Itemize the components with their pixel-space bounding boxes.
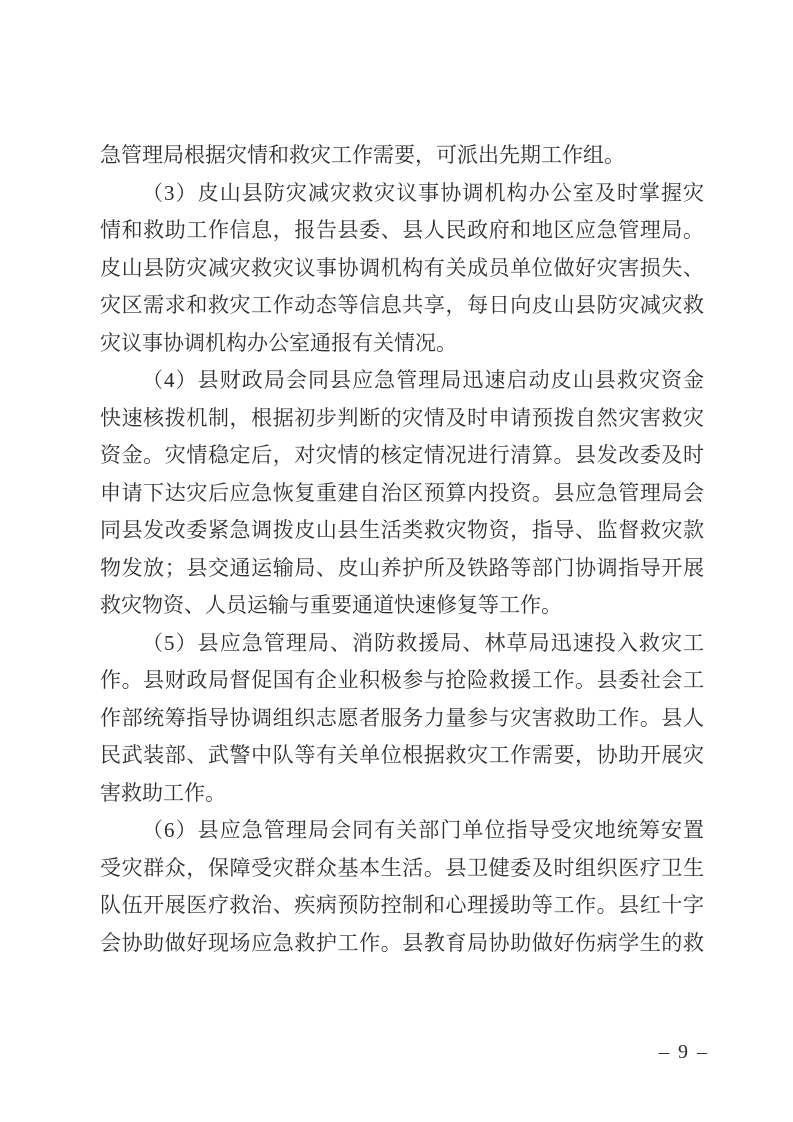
text-line: （4）县财政局会同县应急管理局迅速启动皮山县救灾资金 (142, 368, 704, 392)
text-line: 作。县财政局督促国有企业积极参与抢险救援工作。县委社会工 (100, 668, 704, 692)
text-line: 受灾群众，保障受灾群众基本生活。县卫健委及时组织医疗卫生 (100, 855, 704, 880)
text-line: 快速核拨机制，根据初步判断的灾情及时申请预拨自然灾害救灾 (100, 405, 704, 430)
text-line: 民武装部、武警中队等有关单位根据救灾工作需要，协助开展灾 (100, 743, 704, 767)
text-line: （6）县应急管理局会同有关部门单位指导受灾地统筹安置 (142, 818, 704, 842)
text-line: 队伍开展医疗救治、疾病预防控制和心理援助等工作。县红十字 (100, 893, 704, 917)
text-line: （5）县应急管理局、消防救援局、林草局迅速投入救灾工 (142, 630, 704, 655)
text-line: 会协助做好现场应急救护工作。县教育局协助做好伤病学生的救 (100, 930, 704, 955)
paragraph (100, 175, 704, 363)
text-line: 情和救助工作信息，报告县委、县人民政府和地区应急管理局。 (100, 218, 704, 242)
text-line: （3）皮山县防灾减灾救灾议事协调机构办公室及时掌握灾 (142, 180, 704, 205)
text-line: 灾区需求和救灾工作动态等信息共享，每日向皮山县防灾减灾救 (100, 293, 704, 317)
paragraph (100, 137, 704, 175)
paragraph (100, 625, 704, 813)
text-line: 皮山县防灾减灾救灾议事协调机构有关成员单位做好灾害损失、 (100, 255, 704, 280)
text-line: 作部统筹指导协调组织志愿者服务力量参与灾害救助工作。县人 (100, 705, 704, 730)
text-line: 物发放；县交通运输局、皮山养护所及铁路等部门协调指导开展 (100, 555, 704, 580)
text-line: 害救助工作。 (100, 780, 226, 805)
text-line: 资金。灾情稳定后，对灾情的核定情况进行清算。县发改委及时 (100, 443, 704, 467)
page-number: – 9 – (659, 1041, 709, 1063)
paragraph (100, 812, 704, 962)
text-line: 申请下达灾后应急恢复重建自治区预算内投资。县应急管理局会 (100, 480, 704, 505)
text-line: 急管理局根据灾情和救灾工作需要，可派出先期工作组。 (100, 143, 625, 167)
text-line: 灾议事协调机构办公室通报有关情况。 (100, 330, 457, 355)
text-line: 同县发改委紧急调拨皮山县生活类救灾物资，指导、监督救灾款 (100, 518, 704, 542)
document-body (100, 137, 704, 962)
paragraph (100, 362, 704, 625)
text-line: 救灾物资、人员运输与重要通道快速修复等工作。 (100, 593, 562, 617)
